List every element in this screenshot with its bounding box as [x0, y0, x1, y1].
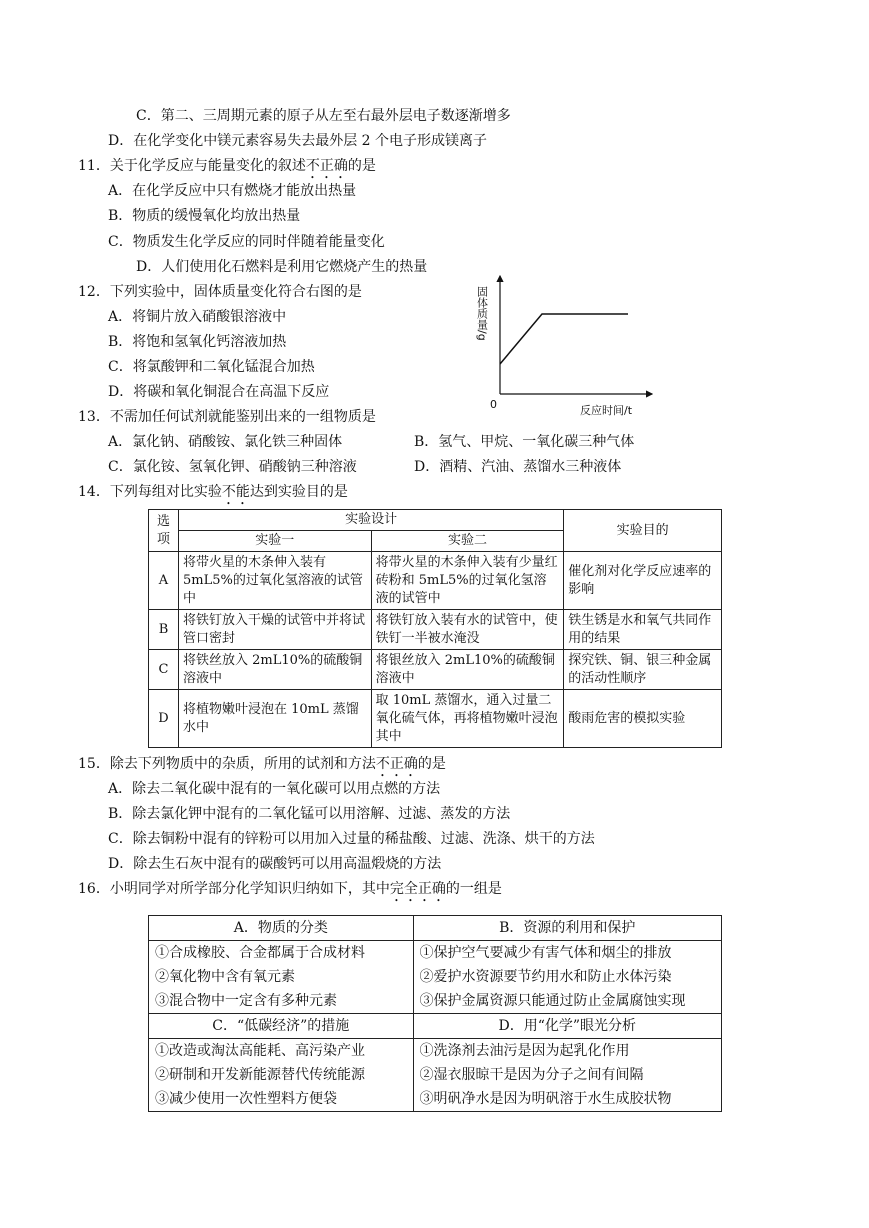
q16-d-title: D．用“化学”眼光分析	[413, 1014, 721, 1039]
q12-stem: 12．下列实验中，固体质量变化符合右图的是	[78, 284, 362, 300]
graph-ylabel: 固体质量/g	[475, 286, 489, 341]
q11-emphasis: 不正确	[305, 158, 348, 174]
q15-option-a: A．除去二氧化碳中混有的一氧化碳可以用点燃的方法	[108, 781, 441, 797]
q16-stem: 16．小明同学对所学部分化学知识归纳如下，其中完全正确的一组是	[78, 881, 502, 897]
graph-origin: 0	[490, 398, 497, 411]
q14-emphasis: 不能	[221, 484, 250, 500]
q14-header-option: 选项	[149, 510, 179, 552]
row-exp2: 取 10mL 蒸馏水，通入过量二氧化硫气体，再将植物嫩叶浸泡其中	[371, 690, 564, 748]
q16-b-item: ③保护金属资源只能通过防止金属腐蚀实现	[413, 989, 721, 1014]
graph-xlabel: 反应时间/t	[580, 404, 633, 417]
row-exp1: 将铁丝放入 2mL10%的硫酸铜溶液中	[178, 650, 371, 690]
q14-header-exp1: 实验一	[178, 531, 371, 552]
q11-option-a: A．在化学反应中只有燃烧才能放出热量	[108, 183, 357, 199]
list-item	[149, 941, 722, 966]
list-item	[149, 1063, 722, 1087]
q12-option-c: C．将氯酸钾和二氧化锰混合加热	[108, 359, 315, 375]
q16-b-item: ②爱护水资源要节约用水和防止水体污染	[413, 965, 721, 989]
q16-a-item: ②氧化物中含有氧元素	[149, 965, 414, 989]
row-option: B	[149, 610, 179, 650]
q16-c-title: C．“低碳经济”的措施	[149, 1014, 414, 1039]
q16-d-item: ②湿衣服晾干是因为分子之间有间隔	[413, 1063, 721, 1087]
q13-option-d: D．酒精、汽油、蒸馏水三种液体	[414, 459, 622, 475]
q16-c-item: ②研制和开发新能源替代传统能源	[149, 1063, 414, 1087]
q11-option-d: D．人们使用化石燃料是利用它燃烧产生的热量	[136, 259, 428, 275]
q16-table	[148, 915, 722, 1112]
q14-header-goal: 实验目的	[564, 510, 722, 552]
list-item	[149, 989, 722, 1014]
q10-option-c: C．第二、三周期元素的原子从左至右最外层电子数逐渐增多	[136, 108, 511, 124]
q13-stem: 13．不需加任何试剂就能鉴别出来的一组物质是	[78, 409, 376, 425]
row-exp2: 将带火星的木条伸入装有少量红砖粉和 5mL5%的过氧化氢溶液的试管中	[371, 552, 564, 610]
q16-d-item: ③明矾净水是因为明矾溶于水生成胶状物	[413, 1087, 721, 1112]
row-exp1: 将植物嫩叶浸泡在 10mL 蒸馏水中	[178, 690, 371, 748]
q13-option-b: B．氢气、甲烷、一氧化碳三种气体	[414, 434, 635, 450]
q16-c-item: ①改造或淘汰高能耗、高污染产业	[149, 1039, 414, 1064]
list-item	[149, 965, 722, 989]
q14-header-exp2: 实验二	[371, 531, 564, 552]
list-item	[149, 1087, 722, 1112]
row-option: C	[149, 650, 179, 690]
graph-curve	[500, 314, 628, 364]
q15-option-c: C．除去铜粉中混有的锌粉可以用加入过量的稀盐酸、过滤、洗涤、烘干的方法	[108, 831, 595, 847]
q12-graph	[475, 272, 658, 420]
q15-emphasis: 不正确	[375, 756, 418, 772]
q12-option-a: A．将铜片放入硝酸银溶液中	[108, 309, 287, 325]
list-item	[149, 1039, 722, 1064]
q14-header-design: 实验设计	[178, 510, 563, 531]
row-exp2: 将铁钉放入装有水的试管中，使铁钉一半被水淹没	[371, 610, 564, 650]
q16-d-item: ①洗涤剂去油污是因为起乳化作用	[413, 1039, 721, 1064]
q13-option-a: A．氯化钠、硝酸铵、氯化铁三种固体	[108, 434, 343, 450]
q14-table	[148, 509, 722, 748]
q15-option-b: B．除去氯化钾中混有的二氧化锰可以用溶解、过滤、蒸发的方法	[108, 806, 511, 822]
row-option: A	[149, 552, 179, 610]
row-goal: 酸雨危害的模拟实验	[564, 690, 722, 748]
q16-c-item: ③减少使用一次性塑料方便袋	[149, 1087, 414, 1112]
table-row	[149, 690, 722, 748]
q16-emphasis: 完全正确	[389, 881, 446, 897]
table-row	[149, 610, 722, 650]
q16-b-item: ①保护空气要减少有害气体和烟尘的排放	[413, 941, 721, 966]
q15-stem: 15．除去下列物质中的杂质，所用的试剂和方法不正确的是	[78, 756, 446, 772]
q15-option-d: D．除去生石灰中混有的碳酸钙可以用高温煅烧的方法	[108, 856, 442, 872]
q13-option-c: C．氯化铵、氢氧化钾、硝酸钠三种溶液	[108, 459, 357, 475]
row-exp1: 将带火星的木条伸入装有5mL5%的过氧化氢溶液的试管中	[178, 552, 371, 610]
q10-option-d: D．在化学变化中镁元素容易失去最外层 2 个电子形成镁离子	[108, 133, 488, 149]
q11-option-c: C．物质发生化学反应的同时伴随着能量变化	[108, 234, 385, 250]
row-goal: 探究铁、铜、银三种金属的活动性顺序	[564, 650, 722, 690]
row-option: D	[149, 690, 179, 748]
q16-a-item: ①合成橡胶、合金都属于合成材料	[149, 941, 414, 966]
q14-stem: 14．下列每组对比实验不能达到实验目的是	[78, 484, 348, 500]
q16-b-title: B．资源的利用和保护	[413, 916, 721, 941]
q11-option-b: B．物质的缓慢氧化均放出热量	[108, 208, 301, 224]
q12-option-d: D．将碳和氧化铜混合在高温下反应	[108, 384, 330, 400]
q11-stem: 11．关于化学反应与能量变化的叙述不正确的是	[78, 158, 376, 174]
row-goal: 铁生锈是水和氧气共同作用的结果	[564, 610, 722, 650]
q16-a-item: ③混合物中一定含有多种元素	[149, 989, 414, 1014]
table-row	[149, 650, 722, 690]
table-row	[149, 552, 722, 610]
row-exp2: 将银丝放入 2mL10%的硫酸铜溶液中	[371, 650, 564, 690]
row-exp1: 将铁钉放入干燥的试管中并将试管口密封	[178, 610, 371, 650]
q16-a-title: A．物质的分类	[149, 916, 414, 941]
row-goal: 催化剂对化学反应速率的影响	[564, 552, 722, 610]
q12-option-b: B．将饱和氢氧化钙溶液加热	[108, 334, 287, 350]
